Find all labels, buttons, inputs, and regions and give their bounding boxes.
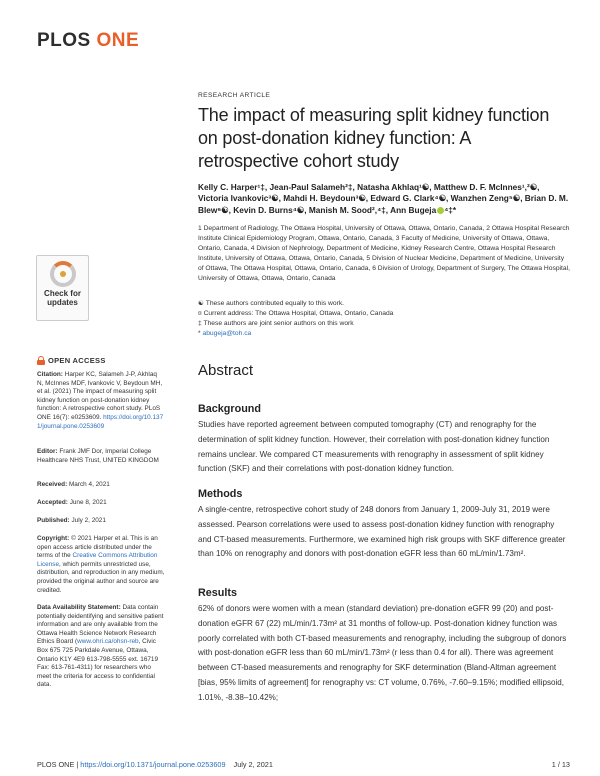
logo-one: ONE: [96, 30, 140, 51]
published-date: July 2, 2021: [71, 517, 106, 524]
open-access-label: OPEN ACCESS: [48, 356, 106, 365]
copyright-text-2: , which permits unrestricted use, distribution, and reproduction in any medium, provided the original author and source are credited.: [37, 560, 165, 594]
accepted-date: June 8, 2021: [69, 499, 107, 506]
author-notes: [198, 299, 570, 339]
note-current-address: ¤ Current address: The Ottawa Hospital, Ottawa, Ontario, Canada: [198, 310, 394, 317]
citation-text: Harper KC, Salameh J-P, Akhlaq N, McInnes MDF, Ivankovic V, Beydoun MH, et al. (2021) The impact of measuring split kidney function on post-donation kidney function: A retrospective cohort study. PLoS ONE 16(7): e0253609.: [37, 371, 163, 421]
article-title: The impact of measuring split kidney function on post-donation kidney function: A retrospective cohort study: [198, 105, 550, 171]
check-for-updates-icon: [50, 261, 76, 287]
affiliations: 1 Department of Radiology, The Ottawa Hospital, University of Ottawa, Ottawa, Ontario, Canada, 2 Ottawa Hospital Research Institute Clinical Epidemiology Program, Ottawa, Ontario, Canada, 3 Faculty of Medicine, University of Ottawa, Ottawa, Ontario, Canada, 4 Division of Nephrology, Department of Medicine, Kidney Research Centre, Ottawa Hospital Research Institute, University of Ottawa, Ottawa, Ontario, Canada, 5 Division of Nuclear Medicine, Department of Medicine, University of Ottawa, The Ottawa Hospital, Ottawa, Ontario, Canada, 6 Division of Urology, Department of Surgery, The Ottawa Hospital, University of Ottawa, Ottawa, Ontario, Canada: [198, 225, 570, 282]
methods-heading: Methods: [198, 488, 243, 500]
copyright-label: Copyright:: [37, 535, 70, 542]
data-availability-label: Data Availability Statement:: [37, 604, 121, 611]
check-for-updates-button[interactable]: [36, 255, 89, 321]
received: [37, 481, 165, 490]
abstract-title: Abstract: [198, 362, 254, 379]
citation-label: Citation:: [37, 371, 63, 378]
footer-date: July 2, 2021: [233, 760, 273, 769]
license-link[interactable]: Creative Commons Attribution License: [37, 552, 158, 568]
data-availability-text: Data contain potentially deidentifying and sensitive patient information and are only available from the Ottawa Health Science Network Research Ethics Board (: [37, 604, 164, 646]
check-for-updates-line2: updates: [47, 298, 78, 307]
logo-plos: PLOS: [37, 30, 91, 51]
note-joint-senior: ‡ These authors are joint senior authors on this work: [198, 320, 354, 327]
open-access-badge: [37, 356, 106, 365]
note-equal-contribution: ☯ These authors contributed equally to this work.: [198, 300, 345, 307]
corresponding-email: * abugeja@toh.ca: [198, 330, 252, 337]
citation-doi-link[interactable]: https://doi.org/10.1371/journal.pone.0253609: [37, 413, 164, 430]
data-availability: [37, 604, 165, 690]
published-label: Published:: [37, 517, 70, 524]
page-number: 1 / 13: [551, 760, 570, 769]
email-link[interactable]: abugeja@toh.ca: [202, 330, 252, 337]
accepted-label: Accepted:: [37, 499, 68, 506]
received-label: Received:: [37, 481, 68, 488]
open-lock-icon: [37, 356, 45, 365]
page-footer: [37, 760, 570, 769]
published: [37, 517, 165, 526]
copyright-text: © 2021 Harper et al. This is an open access article distributed under the terms of the: [37, 535, 158, 560]
ethics-board-link[interactable]: www.ohri.ca/ohsn-reb: [77, 638, 139, 646]
background-heading: Background: [198, 403, 261, 415]
author-list: [198, 182, 570, 216]
accepted: [37, 499, 165, 508]
footer-doi-link[interactable]: https://doi.org/10.1371/journal.pone.0253609: [80, 760, 226, 769]
received-date: March 4, 2021: [68, 481, 110, 488]
editor: [37, 448, 165, 465]
author-names-tail: ⁴‡*: [444, 204, 457, 215]
journal-logo: [37, 30, 139, 52]
footer-journal: PLOS ONE |: [37, 760, 81, 769]
editor-text: Frank JMF Dor, Imperial College Healthcare NHS Trust, UNITED KINGDOM: [37, 448, 159, 464]
citation: [37, 371, 165, 431]
copyright: [37, 535, 165, 595]
editor-label: Editor:: [37, 448, 58, 455]
check-for-updates-line1: Check for: [44, 289, 81, 298]
data-availability-text-2: , Civic Box 675 725 Parkdale Avenue, Ottawa, Ontario K1Y 4E9 613-798-5555 ext. 16719 Fax: 613-761-4311) for researchers who meet the criteria for access to confidential data.: [37, 638, 159, 689]
author-names: Kelly C. Harper¹‡, Jean-Paul Salameh²‡, Natasha Akhlaq¹☯, Matthew D. F. McInnes¹,²☯, Victoria Ivankovic³☯, Mahdi H. Beydoun³☯, Edward G. Clark⁴☯, Wanzhen Zeng⁵☯, Brian D. M. Blew⁶☯, Kevin D. Burns⁴☯, Manish M. Sood²,⁴‡, Ann Bugeja: [198, 182, 569, 215]
methods-text: A single-centre, retrospective cohort study of 248 donors from January 1, 2009-July 31, 2019 were assessed. Pearson correlations were used to assess post-donation kidney function with renography and CT-based measurements. Furthermore, we examined high risk groups with SKF difference greater than 10% on renography and donors with post-donation eGFR less than 60 mL/min/1.73m².: [198, 505, 566, 559]
background-text: Studies have reported agreement between computed tomography (CT) and renography for the determination of split kidney function. However, their correlation with post-donation kidney function remains unclear. We compared CT measurements with renography in assessment of split kidney function (SKF) and their correlations with post-donation kidney function.: [198, 420, 550, 474]
article-type: RESEARCH ARTICLE: [198, 92, 271, 99]
results-heading: Results: [198, 587, 238, 599]
results-text: 62% of donors were women with a mean (standard deviation) pre-donation eGFR 99 (20) and post-donation eGFR 67 (22) mL/min/1.73m² at 31 months of follow-up. Post-donation kidney function was poorly correlated with both CT-based measurements and renography, including the subgroup of donors with post-donation eGFR less than 60 mL/min/1.73m² (r less than 0.4 for all). There was agreement between CT-based measurements and renography for SKF determination (Bland-Altman agreement [bias, 95% limits of agreement] for renography vs: CT volume, 0.76%, -7.60–9.15%; modified ellipsoid, 1.01%, -8.38–10.42%;: [198, 604, 567, 702]
